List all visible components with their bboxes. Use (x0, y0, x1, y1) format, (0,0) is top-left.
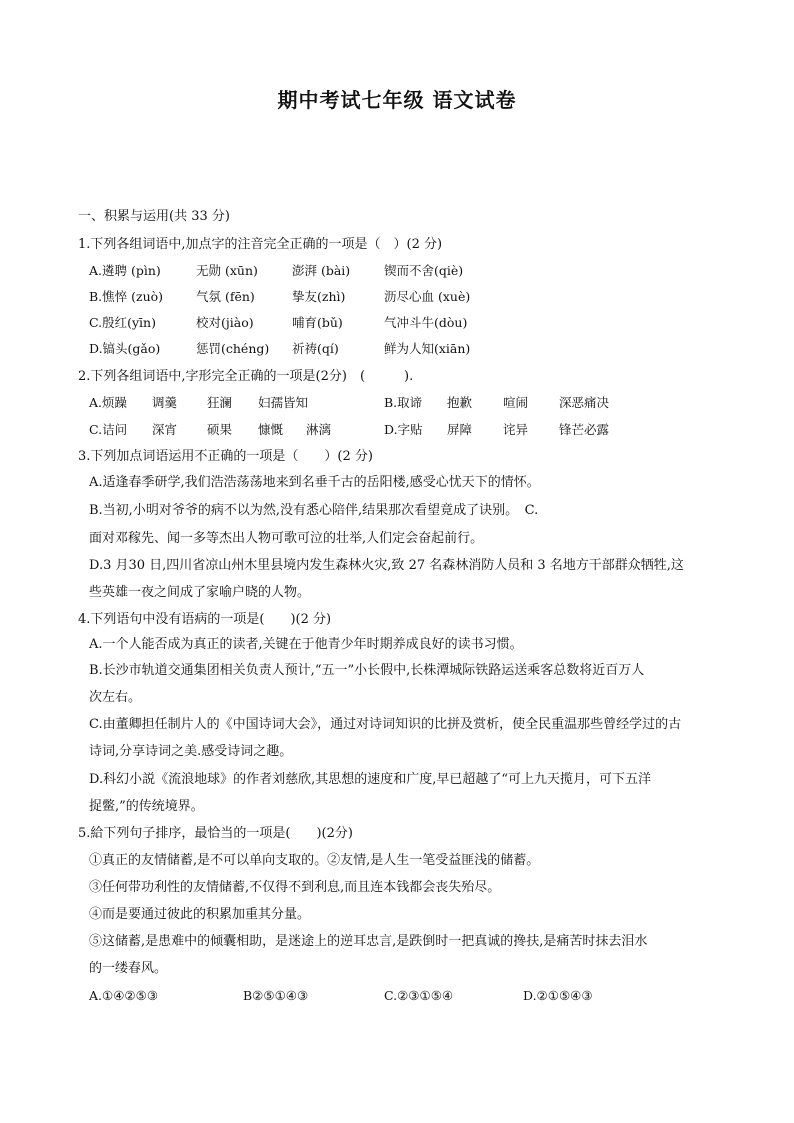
q2-word: B.取谛 (384, 395, 423, 410)
q1-a-word-4: 锲而不舍(qiè) (384, 263, 464, 278)
q2-word: A.烦躁 (89, 395, 128, 410)
q4-option-d-line-1: D.科幻小説《流浪地球》的作者刘慈欣,其思想的速度和广度,早已超越了“可上九天揽月，可下五洋 (89, 772, 652, 787)
q5-sentence-4: ④而是要通过彼此的积累加重其分量。 (89, 907, 311, 922)
q1-d-word-4: 鲜为人知(xiān) (384, 341, 471, 356)
page-title: 期中考试七年级 语文试卷 (277, 88, 517, 112)
section-heading: 一、积累与运用(共 33 分) (78, 209, 230, 224)
q5-option-a: A.①④②⑤③ (89, 988, 159, 1003)
q2-word: 调羹 (152, 395, 178, 410)
question-2-stem: 2.下列各组词语中,字形完全正确的一项是(2分) ( ). (78, 369, 414, 384)
q5-sentence-5-line-1: ⑤这储蓄,是患难中的倾囊相助，是迷途上的逆耳忠言,是跌倒时一把真诚的搀扶,是痛苦时抹去泪水 (89, 934, 648, 949)
q4-option-b-line-2: 次左右。 (89, 690, 142, 705)
q5-option-b: B②⑤①④③ (243, 988, 309, 1003)
question-3-stem: 3.下列加点词语运用不正确的一项是（ ）(2 分) (78, 449, 373, 464)
q2-word: 深恶痛决 (559, 395, 610, 410)
q2-word: 屏障 (447, 422, 473, 437)
q5-option-d: D.②①⑤④③ (523, 988, 593, 1003)
q2-word: 锋芒必露 (559, 422, 610, 437)
q1-c-word-1: C.殷红(yīn) (89, 315, 156, 330)
q1-b-word-4: 沥尽心血 (xuè) (384, 289, 471, 304)
q1-d-word-3: 祈祷(qí) (292, 341, 339, 356)
q3-option-a: A.适逢春季研学,我们浩浩荡荡地来到名垂千古的岳阳楼,感受心忧天下的情怀。 (89, 475, 540, 490)
q1-c-word-3: 哺育(bǔ) (292, 315, 343, 330)
q2-word: 淋漓 (306, 422, 332, 437)
q1-a-word-3: 澎湃 (bài) (292, 263, 351, 278)
q2-word: 妇孺皆知 (258, 395, 309, 410)
q1-b-word-2: 气氛 (fēn) (196, 289, 255, 304)
q2-word: 诧异 (503, 422, 529, 437)
q2-word: 喧闹 (503, 395, 529, 410)
q1-d-word-1: D.镐头(gǎo) (89, 341, 161, 356)
q2-word: 慷慨 (258, 422, 284, 437)
q1-d-word-2: 惩罚(chéng) (196, 341, 270, 356)
question-1-stem: 1.下列各组词语中,加点字的注音完全正确的一项是（ ）(2 分) (78, 237, 443, 252)
q2-word: 抱歉 (447, 395, 473, 410)
q4-option-c-line-1: C.由董卿担任制片人的《中国诗词大会》，通过对诗词知识的比拼及赏析，使全民重温那些曾经学过的古 (89, 717, 682, 732)
q5-sentence-3: ③任何带功利性的友情储蓄,不仅得不到利息,而且连本钱都会丧失殆尽。 (89, 880, 501, 895)
q1-a-word-1: A.遴聘 (pìn) (89, 263, 161, 278)
q1-c-word-2: 校对(jiào) (196, 315, 254, 330)
q2-word: C.诘问 (89, 422, 128, 437)
question-4-stem: 4.下列语句中没有语病的一项是( )(2 分) (78, 612, 332, 627)
q2-word: 硕果 (207, 422, 233, 437)
q5-sentence-1-2: ①真正的友情储蓄,是不可以单向支取的。②友情,是人生一笔受益匪浅的储蓄。 (89, 853, 540, 868)
q3-option-d-line-1: D.3 月30 日,四川省凉山州木里县境内发生森林火灾,致 27 名森林消防人员和 3 名地方干部群众牺牲,这 (89, 558, 684, 573)
q5-option-c: C.②③①⑤④ (384, 988, 454, 1003)
q4-option-b-line-1: B.长沙市轨道交通集团相关负责人预计,“五一”小长假中,长株潭城际铁路运送乘客总数将近百万人 (89, 663, 645, 678)
q3-option-d-line-2: 些英雄一夜之间成了家喻户晓的人物。 (89, 585, 311, 600)
q1-c-word-4: 气冲斗牛(dòu) (384, 315, 468, 330)
q3-option-b: B.当初,小明对爷爷的病不以为然,没有悉心陪伴,结果那次看望竟成了诀别。 C. (89, 503, 539, 518)
question-5-stem: 5.給下列句子排序，最恰当的一项是( )(2分) (78, 826, 353, 841)
q4-option-a: A.一个人能否成为真正的读者,关键在于他青少年时期养成良好的读书习惯。 (89, 637, 523, 652)
q1-a-word-2: 无勋 (xūn) (196, 263, 258, 278)
q1-b-word-3: 挚友(zhì) (292, 289, 346, 304)
q5-sentence-5-line-2: 的一缕春风。 (89, 961, 168, 976)
q3-option-c: 面对邓稼先、闻一多等杰出人物可歌可泣的壮举,人们定会奋起前行。 (89, 531, 484, 546)
q2-word: D.字贴 (384, 422, 423, 437)
q2-word: 深宵 (152, 422, 178, 437)
q2-word: 狂澜 (207, 395, 233, 410)
q4-option-c-line-2: 诗词,分享诗词之美.感受诗词之趣。 (89, 744, 293, 759)
q4-option-d-line-2: 捉鳖,”的传统境界。 (89, 799, 204, 814)
q1-b-word-1: B.憔悴 (zuò) (89, 289, 164, 304)
